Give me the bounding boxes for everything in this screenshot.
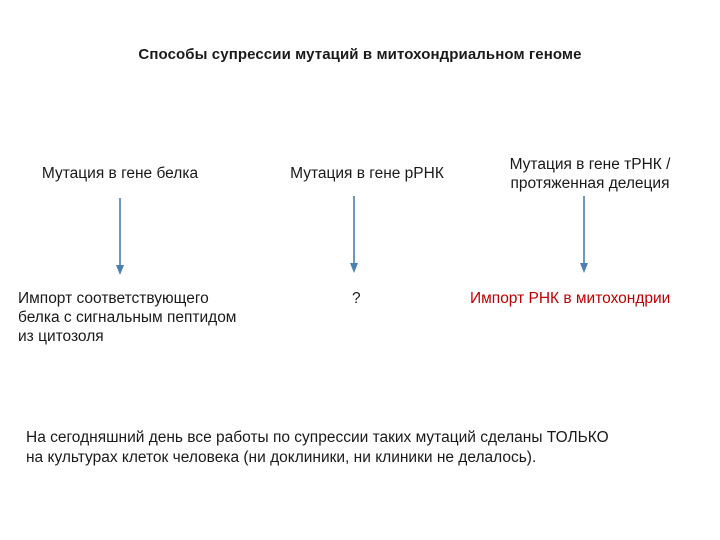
footnote-line: на культурах клеток человека (ни доклиники, ни клиники не делалось). (26, 449, 537, 466)
outcome-line: белка с сигнальным пептидом (18, 309, 237, 326)
footnote (26, 428, 716, 468)
outcome-line: Импорт соответствующего (18, 290, 209, 307)
outcome-line: Импорт РНК в митохондрии (470, 290, 671, 307)
heading-line: протяженная делеция (510, 175, 670, 192)
footnote-line: На сегодняшний день все работы по супрессии таких мутаций сделаны ТОЛЬКО (26, 429, 609, 446)
diagram-title: Способы супрессии мутаций в митохондриальном геноме (138, 46, 582, 63)
outcome-line: из цитозоля (18, 328, 104, 345)
heading-line: Мутация в гене тРНК / (509, 156, 671, 173)
outcome-line: ? (352, 290, 361, 307)
heading-rrna-gene-text: Мутация в гене рРНК (290, 165, 444, 182)
heading-protein-gene-text: Мутация в гене белка (41, 165, 199, 182)
